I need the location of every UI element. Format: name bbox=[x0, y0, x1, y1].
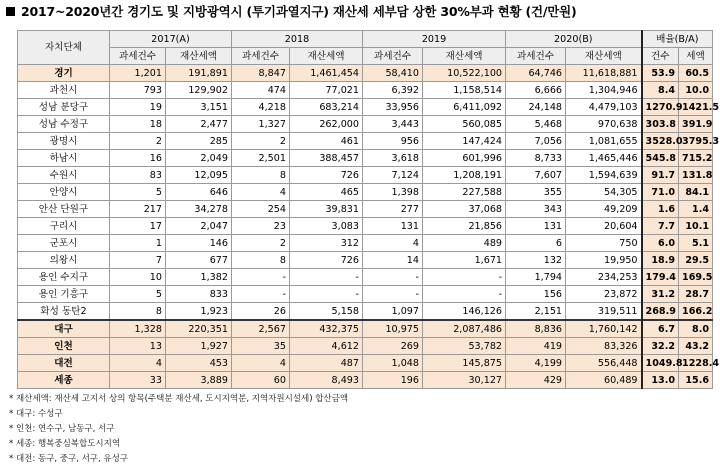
rate-count-cell: 7.7 bbox=[642, 218, 679, 235]
count-cell: 1,794 bbox=[506, 269, 566, 286]
rate-amount-cell: 5.1 bbox=[679, 235, 713, 252]
amount-cell: 39,831 bbox=[290, 201, 363, 218]
count-cell: 16 bbox=[110, 150, 166, 167]
count-cell: 131 bbox=[363, 218, 423, 235]
header-count: 과세건수 bbox=[232, 48, 290, 65]
count-cell: 419 bbox=[506, 338, 566, 355]
rate-count-cell: 179.4 bbox=[642, 269, 679, 286]
rate-amount-cell: 3795.3 bbox=[679, 133, 713, 150]
header-row-sub bbox=[18, 48, 713, 65]
amount-cell: 3,889 bbox=[166, 372, 232, 389]
region-name-cell: 세종 bbox=[18, 372, 110, 389]
count-cell: 277 bbox=[363, 201, 423, 218]
rate-count-cell: 53.9 bbox=[642, 65, 679, 82]
amount-cell: 60,489 bbox=[566, 372, 642, 389]
region-name-cell: 안양시 bbox=[18, 184, 110, 201]
count-cell: - bbox=[363, 269, 423, 286]
header-amount: 재산세액 bbox=[166, 48, 232, 65]
footnote-line: * 대전: 동구, 중구, 서구, 유성구 bbox=[9, 454, 129, 464]
count-cell: 6 bbox=[506, 235, 566, 252]
count-cell: 5 bbox=[110, 286, 166, 303]
count-cell: 17 bbox=[110, 218, 166, 235]
rate-amount-cell: 715.2 bbox=[679, 150, 713, 167]
count-cell: 4 bbox=[232, 184, 290, 201]
amount-cell: 1,927 bbox=[166, 338, 232, 355]
amount-cell: 77,021 bbox=[290, 82, 363, 99]
amount-cell: 147,424 bbox=[423, 133, 506, 150]
count-cell: 64,746 bbox=[506, 65, 566, 82]
amount-cell: 388,457 bbox=[290, 150, 363, 167]
amount-cell: 30,127 bbox=[423, 372, 506, 389]
title-text: 2017~2020년간 경기도 및 지방광역시 (투기과열지구) 재산세 세부담 상한 30%부과 현황 (건/만원) bbox=[21, 4, 577, 19]
rate-amount-cell: 84.1 bbox=[679, 184, 713, 201]
header-count: 과세건수 bbox=[363, 48, 423, 65]
count-cell: 35 bbox=[232, 338, 290, 355]
count-cell: 4,218 bbox=[232, 99, 290, 116]
amount-cell: 726 bbox=[290, 252, 363, 269]
amount-cell: - bbox=[290, 286, 363, 303]
amount-cell: 489 bbox=[423, 235, 506, 252]
count-cell: 1,097 bbox=[363, 303, 423, 321]
amount-cell: 1,671 bbox=[423, 252, 506, 269]
footnote-line: * 재산세액: 재산세 고지서 상의 항목(주택분 재산세, 도시지역분, 지역자원시설세) 합산금액 bbox=[9, 394, 349, 404]
amount-cell: 37,068 bbox=[423, 201, 506, 218]
amount-cell: 487 bbox=[290, 355, 363, 372]
amount-cell: 19,950 bbox=[566, 252, 642, 269]
amount-cell: 2,049 bbox=[166, 150, 232, 167]
table-row bbox=[18, 167, 713, 184]
region-name-cell: 안산 단원구 bbox=[18, 201, 110, 218]
footnote-line: * 대구: 수성구 bbox=[9, 409, 63, 419]
count-cell: 343 bbox=[506, 201, 566, 218]
count-cell: 4 bbox=[232, 355, 290, 372]
amount-cell: 646 bbox=[166, 184, 232, 201]
header-rate: 배율(B/A) bbox=[642, 31, 713, 48]
count-cell: 58,410 bbox=[363, 65, 423, 82]
count-cell: - bbox=[232, 286, 290, 303]
count-cell: 8 bbox=[232, 252, 290, 269]
rate-count-cell: 6.7 bbox=[642, 320, 679, 338]
header-year-2019: 2019 bbox=[363, 31, 506, 48]
rate-count-cell: 13.0 bbox=[642, 372, 679, 389]
count-cell: 2,151 bbox=[506, 303, 566, 321]
amount-cell: 23,872 bbox=[566, 286, 642, 303]
count-cell: 131 bbox=[506, 218, 566, 235]
rate-amount-cell: 131.8 bbox=[679, 167, 713, 184]
amount-cell: 683,214 bbox=[290, 99, 363, 116]
count-cell: 956 bbox=[363, 133, 423, 150]
amount-cell: 8,493 bbox=[290, 372, 363, 389]
count-cell: 2,501 bbox=[232, 150, 290, 167]
square-bullet-icon bbox=[6, 7, 15, 16]
region-name-cell: 대구 bbox=[18, 320, 110, 338]
footnote-line: * 세종: 행복중심복합도시지역 bbox=[9, 439, 121, 449]
count-cell: 83 bbox=[110, 167, 166, 184]
count-cell: 1,327 bbox=[232, 116, 290, 133]
count-cell: 1 bbox=[110, 235, 166, 252]
rate-count-cell: 18.9 bbox=[642, 252, 679, 269]
page-title bbox=[6, 2, 577, 20]
count-cell: 7,124 bbox=[363, 167, 423, 184]
amount-cell: 220,351 bbox=[166, 320, 232, 338]
count-cell: 474 bbox=[232, 82, 290, 99]
region-name-cell: 용인 수지구 bbox=[18, 269, 110, 286]
amount-cell: 312 bbox=[290, 235, 363, 252]
header-amount: 재산세액 bbox=[290, 48, 363, 65]
count-cell: 355 bbox=[506, 184, 566, 201]
amount-cell: 1,923 bbox=[166, 303, 232, 321]
rate-count-cell: 545.8 bbox=[642, 150, 679, 167]
footnotes bbox=[9, 392, 348, 467]
rate-amount-cell: 8.0 bbox=[679, 320, 713, 338]
count-cell: 3,443 bbox=[363, 116, 423, 133]
amount-cell: 83,326 bbox=[566, 338, 642, 355]
header-year-2017: 2017(A) bbox=[110, 31, 232, 48]
count-cell: 24,148 bbox=[506, 99, 566, 116]
header-amount: 재산세액 bbox=[423, 48, 506, 65]
table-row bbox=[18, 150, 713, 167]
amount-cell: 191,891 bbox=[166, 65, 232, 82]
table-row bbox=[18, 338, 713, 355]
region-name-cell: 광명시 bbox=[18, 133, 110, 150]
amount-cell: 285 bbox=[166, 133, 232, 150]
table-row bbox=[18, 99, 713, 116]
amount-cell: 34,278 bbox=[166, 201, 232, 218]
region-name-cell: 군포시 bbox=[18, 235, 110, 252]
rate-amount-cell: 29.5 bbox=[679, 252, 713, 269]
count-cell: 10,975 bbox=[363, 320, 423, 338]
amount-cell: 601,996 bbox=[423, 150, 506, 167]
table-row bbox=[18, 252, 713, 269]
count-cell: 10 bbox=[110, 269, 166, 286]
amount-cell: 146 bbox=[166, 235, 232, 252]
rate-amount-cell: 1228.4 bbox=[679, 355, 713, 372]
table-row bbox=[18, 286, 713, 303]
region-name-cell: 구리시 bbox=[18, 218, 110, 235]
amount-cell: 432,375 bbox=[290, 320, 363, 338]
count-cell: 156 bbox=[506, 286, 566, 303]
amount-cell: 54,305 bbox=[566, 184, 642, 201]
amount-cell: 262,000 bbox=[290, 116, 363, 133]
count-cell: 14 bbox=[363, 252, 423, 269]
count-cell: 4 bbox=[363, 235, 423, 252]
region-name-cell: 하남시 bbox=[18, 150, 110, 167]
amount-cell: 4,479,103 bbox=[566, 99, 642, 116]
count-cell: 60 bbox=[232, 372, 290, 389]
count-cell: 3,618 bbox=[363, 150, 423, 167]
count-cell: 2 bbox=[232, 133, 290, 150]
rate-count-cell: 1.6 bbox=[642, 201, 679, 218]
rate-amount-cell: 1.4 bbox=[679, 201, 713, 218]
amount-cell: 1,461,454 bbox=[290, 65, 363, 82]
amount-cell: 1,208,191 bbox=[423, 167, 506, 184]
table-row bbox=[18, 218, 713, 235]
rate-amount-cell: 10.0 bbox=[679, 82, 713, 99]
data-table bbox=[17, 30, 720, 389]
amount-cell: 833 bbox=[166, 286, 232, 303]
region-name-cell: 대전 bbox=[18, 355, 110, 372]
amount-cell: 453 bbox=[166, 355, 232, 372]
amount-cell: 1,760,142 bbox=[566, 320, 642, 338]
amount-cell: 1,465,446 bbox=[566, 150, 642, 167]
region-name-cell: 성남 수정구 bbox=[18, 116, 110, 133]
header-row-years bbox=[18, 31, 713, 48]
region-name-cell: 인천 bbox=[18, 338, 110, 355]
count-cell: 13 bbox=[110, 338, 166, 355]
amount-cell: 6,411,092 bbox=[423, 99, 506, 116]
rate-amount-cell: 166.2 bbox=[679, 303, 713, 321]
table-row bbox=[18, 235, 713, 252]
amount-cell: 2,047 bbox=[166, 218, 232, 235]
amount-cell: 1,158,514 bbox=[423, 82, 506, 99]
amount-cell: 145,875 bbox=[423, 355, 506, 372]
table-row bbox=[18, 269, 713, 286]
count-cell: 5,468 bbox=[506, 116, 566, 133]
count-cell: 254 bbox=[232, 201, 290, 218]
amount-cell: 2,087,486 bbox=[423, 320, 506, 338]
amount-cell: 129,902 bbox=[166, 82, 232, 99]
amount-cell: 1,382 bbox=[166, 269, 232, 286]
rate-count-cell: 91.7 bbox=[642, 167, 679, 184]
rate-count-cell: 71.0 bbox=[642, 184, 679, 201]
count-cell: 8,836 bbox=[506, 320, 566, 338]
count-cell: 196 bbox=[363, 372, 423, 389]
count-cell: 7,056 bbox=[506, 133, 566, 150]
count-cell: 8,847 bbox=[232, 65, 290, 82]
region-name-cell: 화성 동탄2 bbox=[18, 303, 110, 321]
header-region: 자치단체 bbox=[18, 31, 110, 65]
amount-cell: 556,448 bbox=[566, 355, 642, 372]
rate-count-cell: 8.4 bbox=[642, 82, 679, 99]
footnote-line: * 인천: 연수구, 남동구, 서구 bbox=[9, 424, 115, 434]
rate-amount-cell: 60.5 bbox=[679, 65, 713, 82]
header-rate-amount: 세액 bbox=[679, 48, 713, 65]
count-cell: 7,607 bbox=[506, 167, 566, 184]
amount-cell: 750 bbox=[566, 235, 642, 252]
count-cell: 132 bbox=[506, 252, 566, 269]
rate-amount-cell: 15.6 bbox=[679, 372, 713, 389]
amount-cell: 4,612 bbox=[290, 338, 363, 355]
region-name-cell: 과천시 bbox=[18, 82, 110, 99]
rate-count-cell: 3528.0 bbox=[642, 133, 679, 150]
count-cell: 8 bbox=[110, 303, 166, 321]
table-row bbox=[18, 355, 713, 372]
table-row bbox=[18, 133, 713, 150]
rate-amount-cell: 28.7 bbox=[679, 286, 713, 303]
header-count: 과세건수 bbox=[110, 48, 166, 65]
amount-cell: 10,522,100 bbox=[423, 65, 506, 82]
amount-cell: 560,085 bbox=[423, 116, 506, 133]
amount-cell: 726 bbox=[290, 167, 363, 184]
header-count: 과세건수 bbox=[506, 48, 566, 65]
header-amount: 재산세액 bbox=[566, 48, 642, 65]
region-name-cell: 수원시 bbox=[18, 167, 110, 184]
count-cell: 5 bbox=[110, 184, 166, 201]
amount-cell: 11,618,881 bbox=[566, 65, 642, 82]
header-year-2020: 2020(B) bbox=[506, 31, 642, 48]
count-cell: 33 bbox=[110, 372, 166, 389]
region-name-cell: 성남 분당구 bbox=[18, 99, 110, 116]
amount-cell: 3,151 bbox=[166, 99, 232, 116]
amount-cell: 20,604 bbox=[566, 218, 642, 235]
count-cell: 1,398 bbox=[363, 184, 423, 201]
count-cell: 4 bbox=[110, 355, 166, 372]
table-row bbox=[18, 82, 713, 99]
header-year-2018: 2018 bbox=[232, 31, 363, 48]
amount-cell: 3,083 bbox=[290, 218, 363, 235]
count-cell: 1,328 bbox=[110, 320, 166, 338]
amount-cell: - bbox=[423, 269, 506, 286]
rate-count-cell: 1049.8 bbox=[642, 355, 679, 372]
region-name-cell: 용인 기흥구 bbox=[18, 286, 110, 303]
amount-cell: 1,594,639 bbox=[566, 167, 642, 184]
header-rate-count: 건수 bbox=[642, 48, 679, 65]
count-cell: 2,567 bbox=[232, 320, 290, 338]
amount-cell: 677 bbox=[166, 252, 232, 269]
count-cell: 1,048 bbox=[363, 355, 423, 372]
table-row bbox=[18, 65, 713, 82]
region-name-cell: 의왕시 bbox=[18, 252, 110, 269]
count-cell: 217 bbox=[110, 201, 166, 218]
amount-cell: - bbox=[423, 286, 506, 303]
region-name-cell: 경기 bbox=[18, 65, 110, 82]
rate-count-cell: 32.2 bbox=[642, 338, 679, 355]
count-cell: 2 bbox=[232, 235, 290, 252]
count-cell: 6,392 bbox=[363, 82, 423, 99]
amount-cell: 49,209 bbox=[566, 201, 642, 218]
count-cell: 7 bbox=[110, 252, 166, 269]
rate-count-cell: 268.9 bbox=[642, 303, 679, 321]
count-cell: 4,199 bbox=[506, 355, 566, 372]
amount-cell: 970,638 bbox=[566, 116, 642, 133]
count-cell: 26 bbox=[232, 303, 290, 321]
rate-amount-cell: 169.5 bbox=[679, 269, 713, 286]
count-cell: 793 bbox=[110, 82, 166, 99]
amount-cell: 53,782 bbox=[423, 338, 506, 355]
count-cell: 429 bbox=[506, 372, 566, 389]
table-row bbox=[18, 201, 713, 218]
rate-count-cell: 6.0 bbox=[642, 235, 679, 252]
table-row bbox=[18, 184, 713, 201]
amount-cell: 1,081,655 bbox=[566, 133, 642, 150]
count-cell: 19 bbox=[110, 99, 166, 116]
count-cell: 6,666 bbox=[506, 82, 566, 99]
amount-cell: 461 bbox=[290, 133, 363, 150]
count-cell: 23 bbox=[232, 218, 290, 235]
count-cell: 269 bbox=[363, 338, 423, 355]
rate-count-cell: 31.2 bbox=[642, 286, 679, 303]
rate-amount-cell: 391.9 bbox=[679, 116, 713, 133]
amount-cell: 12,095 bbox=[166, 167, 232, 184]
count-cell: - bbox=[363, 286, 423, 303]
table-row bbox=[18, 372, 713, 389]
amount-cell: 5,158 bbox=[290, 303, 363, 321]
count-cell: 18 bbox=[110, 116, 166, 133]
amount-cell: 146,126 bbox=[423, 303, 506, 321]
count-cell: 8,733 bbox=[506, 150, 566, 167]
amount-cell: 234,253 bbox=[566, 269, 642, 286]
amount-cell: 21,856 bbox=[423, 218, 506, 235]
amount-cell: 1,304,946 bbox=[566, 82, 642, 99]
count-cell: 2 bbox=[110, 133, 166, 150]
amount-cell: 2,477 bbox=[166, 116, 232, 133]
rate-amount-cell: 43.2 bbox=[679, 338, 713, 355]
count-cell: 33,956 bbox=[363, 99, 423, 116]
rate-count-cell: 303.8 bbox=[642, 116, 679, 133]
table-row bbox=[18, 320, 713, 338]
amount-cell: 227,588 bbox=[423, 184, 506, 201]
amount-cell: 465 bbox=[290, 184, 363, 201]
table-row bbox=[18, 116, 713, 133]
rate-amount-cell: 1421.5 bbox=[679, 99, 713, 116]
count-cell: 8 bbox=[232, 167, 290, 184]
rate-count-cell: 1270.9 bbox=[642, 99, 679, 116]
amount-cell: 319,511 bbox=[566, 303, 642, 321]
rate-amount-cell: 10.1 bbox=[679, 218, 713, 235]
amount-cell: - bbox=[290, 269, 363, 286]
table-row bbox=[18, 303, 713, 321]
count-cell: 1,201 bbox=[110, 65, 166, 82]
count-cell: - bbox=[232, 269, 290, 286]
